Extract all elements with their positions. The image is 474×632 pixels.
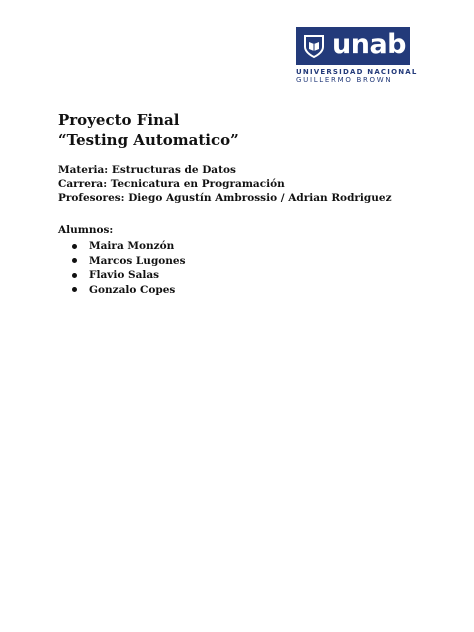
subject-line: Materia: Estructuras de Datos bbox=[58, 164, 236, 176]
logo-university-subname: GUILLERMO BROWN bbox=[296, 76, 393, 84]
logo-university-name: UNIVERSIDAD NACIONAL bbox=[296, 68, 418, 76]
student-name: Flavio Salas bbox=[89, 269, 160, 281]
bullet-icon bbox=[72, 287, 77, 292]
book-shield-icon bbox=[302, 33, 326, 59]
university-logo bbox=[296, 27, 418, 85]
student-name: Maira Monzón bbox=[89, 240, 175, 252]
students-section bbox=[58, 223, 186, 297]
bullet-icon bbox=[72, 244, 77, 249]
logo-wordmark: unab bbox=[332, 28, 406, 60]
logo-badge bbox=[296, 27, 410, 65]
career-line: Carrera: Tecnicatura en Programación bbox=[58, 178, 285, 190]
professors-line: Profesores: Diego Agustín Ambrossio / Adrian Rodriguez bbox=[58, 192, 392, 204]
title-line-1: Proyecto Final bbox=[58, 111, 180, 129]
students-list bbox=[58, 239, 186, 297]
student-name: Marcos Lugones bbox=[89, 254, 186, 267]
document-title bbox=[58, 110, 239, 150]
course-info bbox=[58, 163, 392, 205]
list-item bbox=[58, 254, 186, 269]
students-label: Alumnos: bbox=[58, 224, 114, 236]
student-name: Gonzalo Copes bbox=[89, 283, 176, 296]
title-line-2: “Testing Automatico” bbox=[58, 131, 239, 149]
list-item bbox=[58, 268, 186, 283]
list-item bbox=[58, 239, 186, 254]
bullet-icon bbox=[72, 273, 77, 278]
list-item bbox=[58, 283, 186, 298]
bullet-icon bbox=[72, 258, 77, 263]
